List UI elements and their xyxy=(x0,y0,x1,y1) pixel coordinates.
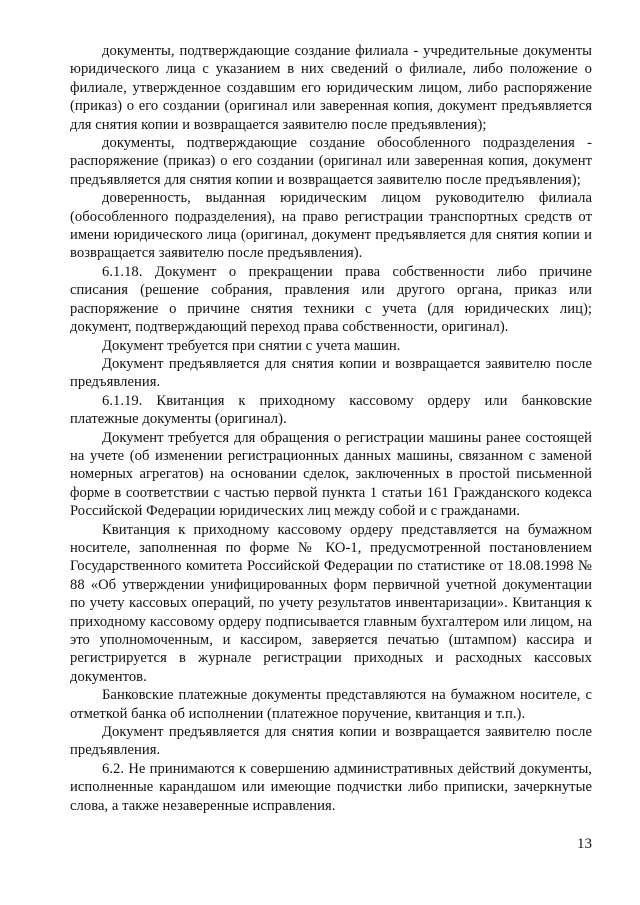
paragraph-copy-return-note-2: Документ предъявляется для снятия копии и возвращается заявителю после предъявления. xyxy=(70,724,592,759)
paragraph-6-1-19: 6.1.19. Квитанция к приходному кассовому ордеру или банковские платежные документы (оригинал). xyxy=(70,392,592,428)
paragraph-6-1-18: 6.1.18. Документ о прекращении права собственности либо причине списания (решение собрания, правления или другого органа, приказ или распоряжение о причине снятия техники с учета (для юридических лиц); документ, подтверждающий переход права собственности, оригинал). xyxy=(70,263,592,336)
paragraph-receipt-form: Квитанция к приходному кассовому ордеру представляется на бумажном носителе, заполненная по форме № КО-1, предусмотренной постановлением Государственного комитета Российской Федерации по статистике от 18.08.1998 № 88 «Об утверждении унифицированных форм первичной учетной документации по учету кассовых операций, по учету результатов инвентаризации». Квитанция к приходному кассовому ордеру подписывается главным бухгалтером или лицом, на это уполномоченным, и кассиром, заверяется печатью (штампом) кассира и регистрируется в журнале регистрации приходных и расходных кассовых документов. xyxy=(70,521,592,685)
paragraph-registration-requirement: Документ требуется для обращения о регистрации машины ранее состоящей на учете (об изменении регистрационных данных машины, связанном с заменой номерных агрегатов) на основании сделок, заключенных в простой письменной форме в соответствии с частью первой пункта 1 статьи 161 Гражданского кодекса Российской Федерации юридических лиц между собой и с гражданами. xyxy=(70,429,592,520)
paragraph-bank-documents: Банковские платежные документы представляются на бумажном носителе, с отметкой банка об исполнении (платежное поручение, квитанция и т.п.). xyxy=(70,687,592,722)
document-body xyxy=(70,42,592,815)
paragraph-deregistration-note: Документ требуется при снятии с учета машин. xyxy=(102,337,401,354)
paragraph-power-of-attorney: доверенность, выданная юридическим лицом руководителю филиала (обособленного подразделения), на право регистрации транспортных средств от имени юридического лица (оригинал, документ предъявляется для снятия копии и возвращается заявителю после предъявления). xyxy=(70,190,592,262)
page-number: 13 xyxy=(577,836,592,852)
paragraph-branch-documents: документы, подтверждающие создание филиала - учредительные документы юридического лица с указанием в них сведений о филиале, либо положение о филиале, утвержденное создавшим его юридическим лицом, либо распоряжение (приказ) о его создании (оригинал или заверенная копия, документ предъявляется для снятия копии и возвращается заявителю после предъявления); xyxy=(70,43,592,133)
paragraph-6-2: 6.2. Не принимаются к совершению административных действий документы, исполненные карандашом или имеющие подчистки либо приписки, зачеркнутые слова, а также незаверенные исправления. xyxy=(70,760,592,814)
paragraph-copy-return-note: Документ предъявляется для снятия копии и возвращается заявителю после предъявления. xyxy=(70,355,592,391)
paragraph-subdivision-documents: документы, подтверждающие создание обособленного подразделения - распоряжение (приказ) о его создании (оригинал или заверенная копия, документ предъявляется для снятия копии и возвращается заявителю после предъявления); xyxy=(70,135,592,188)
